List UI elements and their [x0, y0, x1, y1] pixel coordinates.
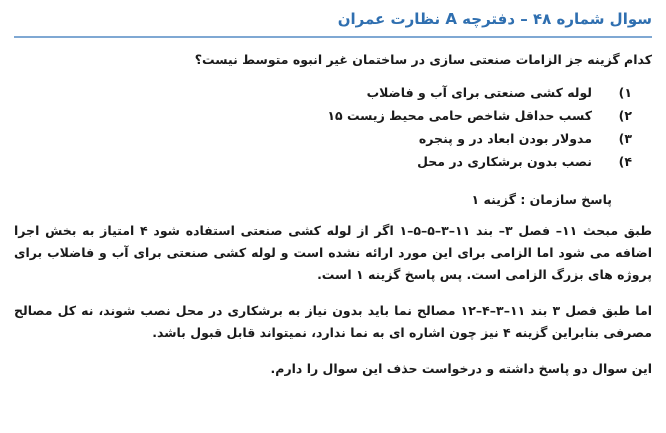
option-text: لوله کشی صنعتی برای آب و فاضلاب: [366, 85, 592, 100]
option-item: [14, 105, 632, 128]
request-paragraph: این سوال دو پاسخ داشته و درخواست حذف این سوال را دارم.: [270, 361, 652, 376]
option-text: نصب بدون برشکاری در محل: [417, 154, 592, 169]
option-number: ۳): [618, 131, 632, 146]
option-item: [14, 128, 632, 151]
option-text: کسب حداقل شاخص حامی محیط زیست ۱۵: [327, 108, 592, 123]
title-divider: [14, 36, 652, 38]
option-item: [14, 151, 632, 174]
explanation-paragraph-1: طبق مبحث ۱۱– فصل ۳– بند ۱۱–۳–۵–۵–۱ اگر از لوله کشی صنعتی استفاده شود ۴ امتیاز به بخش اجرا اضافه می شود اما الزامی برای این مورد ارائه نشده است و لوله کشی صنعتی برای آب و فاضلاب برای پروژه های بزرگ الزامی است. پس پاسخ گزینه ۱ است.: [14, 223, 652, 282]
option-number: ۴): [618, 154, 632, 169]
option-text: مدولار بودن ابعاد در و پنجره: [418, 131, 592, 146]
options-list: [14, 82, 652, 174]
official-answer: پاسخ سازمان : گزینه ۱: [471, 192, 612, 207]
option-number: ۲): [618, 108, 632, 123]
explanation-paragraph-2: اما طبق فصل ۳ بند ۱۱–۳–۴–۱۲ مصالح نما باید بدون نیاز به برشکاری در محل نصب شوند، نه کل مصالح مصرفی بنابراین گزینه ۴ نیز چون اشاره ای به نما ندارد، نمیتواند قابل قبول باشد.: [14, 303, 652, 340]
page-title: سوال شماره ۴۸ – دفترچه A نظارت عمران: [337, 10, 652, 28]
option-number: ۱): [618, 85, 632, 100]
question-text: کدام گزینه جز الزامات صنعتی سازی در ساختمان غیر انبوه متوسط نیست؟: [194, 52, 652, 67]
option-item: [14, 82, 632, 105]
